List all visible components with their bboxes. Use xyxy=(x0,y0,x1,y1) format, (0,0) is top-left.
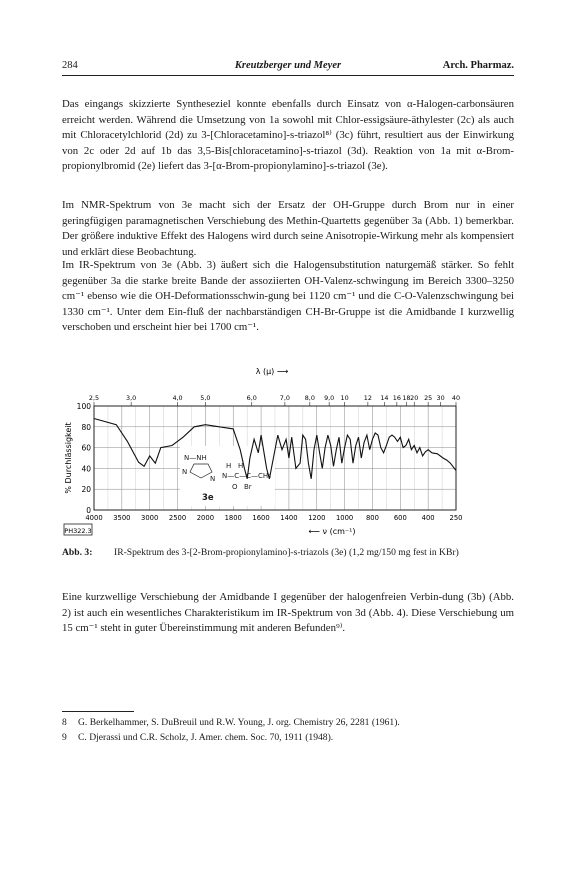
header-rule xyxy=(62,75,514,76)
caption-text: IR-Spektrum des 3-[2-Brom-propionylamino]-s-triazols (3e) (1,2 mg/150 mg fest in KBr) xyxy=(114,547,459,558)
molecule-text-3: H xyxy=(226,462,232,470)
caption-label: Abb. 3: xyxy=(62,547,93,558)
top-tick-label: 14 xyxy=(380,394,389,402)
x-tick-label: 4000 xyxy=(85,514,103,522)
footnote-text: C. Djerassi und C.R. Scholz, J. Amer. chem. Soc. 70, 1911 (1948). xyxy=(78,732,334,743)
x-tick-label: 1000 xyxy=(335,514,354,522)
footnote-9 xyxy=(62,731,514,744)
molecule-text-1: N xyxy=(182,468,188,476)
top-tick-label: 20 xyxy=(410,394,419,402)
paragraph-ir: Im IR-Spektrum von 3e (Abb. 3) äußert sich die Halogensubstitution naturgemäß stärker. So fehlt gegenüber 3a die starke breite Bande der assoziierten OH-Valenz-schwingung im Bereich 3300–3250 cm⁻¹ ebenso wie die OH-Deformationsschwin-gung bei 1120 cm⁻¹ und die C-O-Valenzschwingung bei 1330 cm⁻¹. Unter dem Ein-fluß der nachbarständigen CH-Br-Gruppe ist die Amidbande I kurzwellig verschoben und erscheint hier bei 1700 cm⁻¹. xyxy=(62,259,514,334)
x-tick-label: 2500 xyxy=(168,514,187,522)
top-tick-label: 2,5 xyxy=(88,394,100,402)
top-tick-label: 12 xyxy=(363,394,372,402)
page-number: 284 xyxy=(62,60,78,71)
top-tick-label: 9,0 xyxy=(324,394,335,402)
top-tick-label: 8,0 xyxy=(304,394,315,402)
top-axis-label: λ (μ) ⟶ xyxy=(255,367,289,376)
footnote-number: 9 xyxy=(62,732,67,743)
x-tick-label: 1600 xyxy=(252,514,270,522)
x-tick-label: 250 xyxy=(449,514,463,522)
figure-code-box xyxy=(64,524,92,535)
running-header xyxy=(62,60,514,74)
y-tick-label: 100 xyxy=(76,402,91,411)
x-tick-label: 1800 xyxy=(224,514,242,522)
x-tick-label: 1400 xyxy=(280,514,298,522)
molecule-text-6: O xyxy=(232,483,238,491)
molecule-text-2: N xyxy=(210,475,216,483)
ir-spectrum-chart xyxy=(62,364,482,544)
y-tick-label: 60 xyxy=(81,443,91,453)
figure-caption xyxy=(62,546,512,559)
top-tick-label: 40 xyxy=(451,394,461,402)
top-tick-label: 10 xyxy=(340,394,349,402)
molecule-text-4: H xyxy=(238,462,244,470)
x-tick-label: 3500 xyxy=(113,514,131,522)
top-tick-label: 4,0 xyxy=(172,394,183,402)
y-tick-label: 80 xyxy=(81,422,91,432)
paragraph-nmr: Im NMR-Spektrum von 3e macht sich der Ersatz der OH-Gruppe durch Brom nur in einer geringfügigen paramagnetischen Verschiebung des Methin-Quartetts gegenüber 3a (Abb. 1) bemerkbar. Der größere induktive Effekt des Halogens wird durch seine Anisotropie-Wirkung mehr als kompensiert und erklärt diese Beobachtung. xyxy=(62,199,514,258)
y-tick-label: 20 xyxy=(81,485,91,495)
y-axis-label: % Durchlässigkeit xyxy=(64,422,73,494)
x-tick-label: 600 xyxy=(393,514,407,522)
footnote-text: G. Berkelhammer, S. DuBreuil und R.W. Young, J. org. Chemistry 26, 2281 (1961). xyxy=(78,717,400,728)
top-tick-label: 6,0 xyxy=(246,394,257,402)
footnote-8 xyxy=(62,716,514,729)
compound-label: 3e xyxy=(202,493,214,503)
paragraph-amide-shift: Eine kurzwellige Verschiebung der Amidbande I gegenüber der halogenfreien Verbin-dung (3b) (Abb. 2) ist auch ein wesentliches Charakteristikum im IR-Spektrum von 3d (Abb. 4). Diese Verschiebung um 15 cm⁻¹ steht in guter Übereinstimmung mit anderen Befunden⁹⁾. xyxy=(62,591,514,635)
y-axis-ticks xyxy=(77,402,92,515)
top-tick-label: 25 xyxy=(424,394,433,402)
molecule-text-7: Br xyxy=(244,483,252,491)
x-tick-label: 2000 xyxy=(196,514,215,522)
x-tick-label: 400 xyxy=(421,514,435,522)
running-authors: Kreutzberger und Meyer xyxy=(234,60,342,71)
molecule-text-0: N—NH xyxy=(184,454,207,462)
x-axis-ticks xyxy=(85,514,462,522)
top-tick-label: 18 xyxy=(402,394,411,402)
top-tick-label: 16 xyxy=(392,394,401,402)
x-tick-label: 800 xyxy=(365,514,379,522)
top-tick-label: 30 xyxy=(436,394,445,402)
y-tick-label: 40 xyxy=(81,464,91,474)
paragraph-synthesis: Das eingangs skizzierte Syntheseziel konnte ebenfalls durch Einsatz von α-Halogen-carbonsäuren erreicht werden. Während die Umsetzung von 1a sowohl mit Chlor-essigsäure-äthylester (2c) als auch mit Chloracetylchlorid (2d) zu 3-[Chloracetamino]-s-triazol⁸⁾ (3c) führt, resultiert aus der Einwirkung von 2c oder 2d auf 1b das 3,5-Bis[chloracetamino]-s-triazol (3d). Reaktion von 1a mit α-Brom-propionylbromid (2e) liefert das 3-[α-Brom-propionylamino]-s-triazol (3e). xyxy=(62,98,514,173)
ir-spectrum-figure xyxy=(62,364,482,544)
x-axis-label: ⟵ ν (cm⁻¹) xyxy=(308,527,356,536)
top-tick-label: 7,0 xyxy=(279,394,290,402)
x-tick-label: 3000 xyxy=(141,514,159,522)
molecule-text-5: N—C—C—CH₃ xyxy=(222,472,271,480)
footnote-number: 8 xyxy=(62,717,67,728)
y-tick-label: 0 xyxy=(86,506,91,515)
top-tick-label: 5,0 xyxy=(200,394,211,402)
figure-code: PH322.3 xyxy=(64,527,92,535)
x-tick-label: 1200 xyxy=(308,514,326,522)
footnote-rule xyxy=(62,711,134,712)
molecule-structure xyxy=(180,446,275,506)
top-axis-ticks xyxy=(89,394,460,406)
top-tick-label: 3,0 xyxy=(126,394,137,402)
journal-name: Arch. Pharmaz. xyxy=(442,60,514,71)
